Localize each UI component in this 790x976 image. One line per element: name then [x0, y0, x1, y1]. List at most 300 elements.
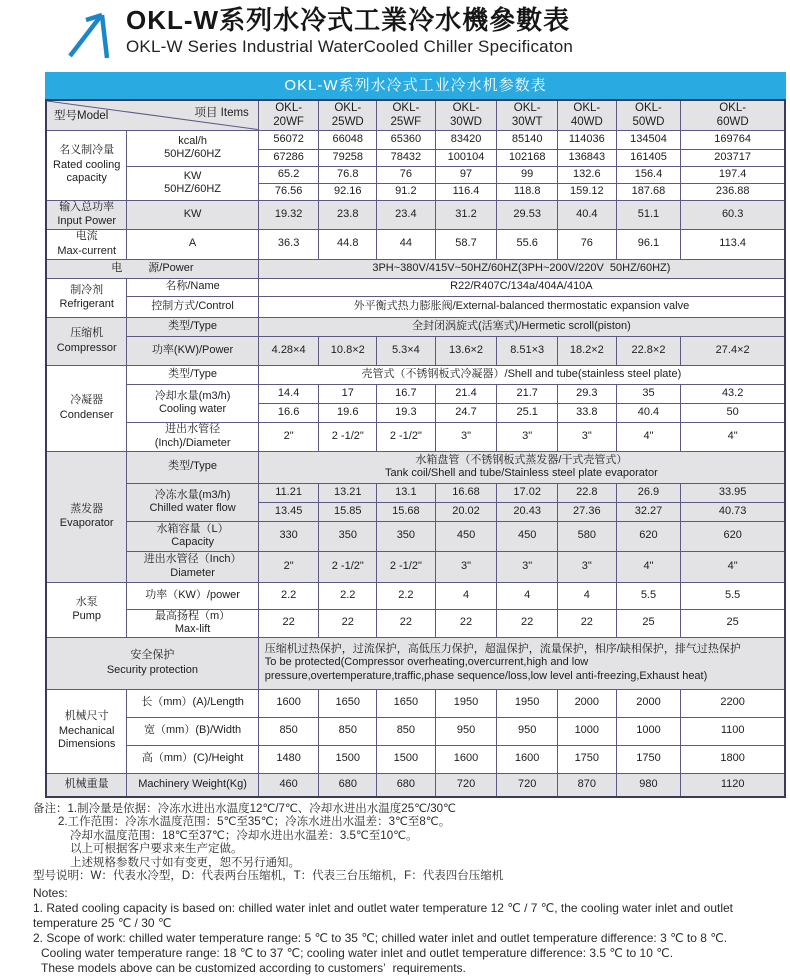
- corner-items-label: 项目 Items: [194, 106, 249, 119]
- group-label-en: Mechanical Dimensions: [57, 724, 116, 751]
- model-line2: 30WD: [450, 116, 482, 129]
- value-cell: 22.8×2: [616, 336, 681, 365]
- note-line: 冷却水温度范围：18℃至37℃；冷却水进出水温差：3.5℃至10℃。: [70, 829, 418, 842]
- model-line2: 60WD: [716, 116, 749, 129]
- item-line2: (Inch)/Diameter: [154, 436, 231, 449]
- group-label-en: Max-current: [57, 244, 117, 257]
- row-group-label: [46, 582, 127, 637]
- item-line2: 50HZ/60HZ: [164, 183, 222, 195]
- note-line: Cooling water temperature range: 18 ℃ to 37 ℃; cooling water inlet and outlet temperature difference: 3.5 ℃ to 10 ℃.: [41, 946, 674, 961]
- value-cell: 83420: [435, 130, 497, 149]
- value-cell: 950: [497, 717, 558, 745]
- value-cell: 1600: [258, 689, 319, 717]
- value-cell: 23.4: [377, 200, 436, 229]
- value-cell: 19.32: [258, 200, 319, 229]
- table-row: [46, 717, 785, 745]
- value-cell: 3": [435, 422, 497, 451]
- group-label-en: Evaporator: [59, 517, 114, 529]
- row-item-label: 高（mm）(C)/Height: [127, 745, 258, 773]
- value-cell: 450: [435, 521, 497, 551]
- model-line2: 40WD: [570, 116, 603, 129]
- value-cell: 236.88: [681, 183, 785, 200]
- note-line: These models above can be customized according to customers’ requirements.: [41, 961, 466, 976]
- table-row: [46, 365, 785, 384]
- value-cell: 19.6: [319, 403, 377, 422]
- model-line2: 25WD: [331, 116, 364, 129]
- value-cell: 720: [497, 773, 558, 797]
- value-cell: 132.6: [558, 166, 617, 183]
- value-cell: 40.4: [616, 403, 681, 422]
- item-line2: Max-lift: [174, 623, 211, 635]
- value-cell: 15.85: [319, 502, 377, 521]
- row-item-label: 功率（KW）/power: [127, 582, 258, 609]
- group-label-zh: 输入总功率: [59, 200, 115, 213]
- group-label-zh: 蒸发器: [70, 502, 104, 515]
- note-line: 型号说明：W：代表水冷型，D：代表两台压缩机，T：代表三台压缩机，F：代表四台压缩机: [33, 870, 504, 883]
- table-row: [46, 296, 785, 317]
- table-row: [46, 582, 785, 609]
- notes: [33, 803, 763, 976]
- value-cell: 44.8: [319, 229, 377, 259]
- value-cell: 4": [616, 422, 681, 451]
- value-cell: 65360: [377, 130, 436, 149]
- value-cell: 25: [616, 609, 681, 637]
- table-row: [46, 130, 785, 149]
- page-titles: [126, 4, 573, 58]
- table-row: [46, 745, 785, 773]
- row-group-label: [46, 229, 127, 259]
- value-cell: 29.3: [558, 384, 617, 403]
- value-cell: 2.2: [258, 582, 319, 609]
- value-cell: 65.2: [258, 166, 319, 183]
- row-item-label: 类型/Type: [127, 317, 258, 336]
- note-line: 备注：1.制冷量是依据：冷冻水进出水温度12℃/7℃、冷却水进出水温度25℃/30℃: [33, 803, 456, 815]
- value-cell: 1600: [497, 745, 558, 773]
- model-header: [558, 100, 617, 130]
- model-line2: 25WF: [390, 116, 422, 129]
- value-cell: 1650: [319, 689, 377, 717]
- model-line2: 20WF: [273, 116, 304, 129]
- row-item-label: 长（mm）(A)/Length: [127, 689, 258, 717]
- value-cell: 40.4: [558, 200, 617, 229]
- value-cell: 161405: [616, 149, 681, 166]
- table-row: [46, 317, 785, 336]
- value-cell: 50: [681, 403, 785, 422]
- value-cell: 2 -1/2": [377, 551, 436, 582]
- value-cell: 4": [681, 551, 785, 582]
- model-header: [435, 100, 497, 130]
- value-cell: 58.7: [435, 229, 497, 259]
- value-cell: 3": [558, 551, 617, 582]
- row-item-label: 宽（mm）(B)/Width: [127, 717, 258, 745]
- value-cell: 14.4: [258, 384, 319, 403]
- value-cell: 79258: [319, 149, 377, 166]
- value-cell: 22: [558, 609, 617, 637]
- value-cell: 1480: [258, 745, 319, 773]
- value-cell: 40.73: [681, 502, 785, 521]
- table-row: [46, 483, 785, 502]
- model-line1: OKL-: [452, 102, 480, 115]
- value-cell: 19.3: [377, 403, 436, 422]
- value-cell: 5.5: [681, 582, 785, 609]
- value-cell: 4": [681, 422, 785, 451]
- value-cell: 4: [497, 582, 558, 609]
- value-cell: 16.6: [258, 403, 319, 422]
- note-line: 上述规格参数尺寸如有变更，恕不另行通知。: [70, 856, 300, 869]
- evaporator-type-value: [258, 451, 785, 483]
- group-label-zh: 水泵: [75, 595, 98, 608]
- value-cell: 197.4: [681, 166, 785, 183]
- table-banner: OKL-W系列水冷式工业冷水机参数表: [45, 72, 786, 99]
- value-cell: 91.2: [377, 183, 436, 200]
- value-cell: 43.2: [681, 384, 785, 403]
- group-label-en: Rated cooling capacity: [53, 158, 121, 185]
- value-cell: 680: [377, 773, 436, 797]
- value-cell: 1750: [616, 745, 681, 773]
- refrigerant-name-value: R22/R407C/134a/404A/410A: [258, 278, 785, 296]
- weight-label-zh: 机械重量: [46, 773, 127, 797]
- row-group-label: [46, 689, 127, 773]
- value-cell: 2.2: [319, 582, 377, 609]
- table-row: [46, 166, 785, 183]
- table-header-row: [46, 100, 785, 130]
- value-cell: 22: [319, 609, 377, 637]
- value-cell: 22.8: [558, 483, 617, 502]
- value-cell: 620: [616, 521, 681, 551]
- group-label-zh: 名义制冷量: [59, 144, 115, 157]
- value-cell: 4: [558, 582, 617, 609]
- table-row: [46, 384, 785, 403]
- value-cell: 11.21: [258, 483, 319, 502]
- value-cell: 20.43: [497, 502, 558, 521]
- table-row: [46, 689, 785, 717]
- value-cell: 21.7: [497, 384, 558, 403]
- value-cell: 118.8: [497, 183, 558, 200]
- value-cell: 60.3: [681, 200, 785, 229]
- value-cell: 950: [435, 717, 497, 745]
- value-cell: 8.51×3: [497, 336, 558, 365]
- value-cell: 76: [377, 166, 436, 183]
- corner-cell: [46, 100, 258, 130]
- item-line1: 最高扬程（m）: [155, 609, 231, 622]
- security-label: [46, 637, 258, 689]
- value-cell: 203717: [681, 149, 785, 166]
- model-header: [377, 100, 436, 130]
- item-line2: 50HZ/60HZ: [164, 148, 222, 160]
- value-cell: 3": [497, 551, 558, 582]
- row-group-label: [46, 317, 127, 365]
- row-item-label: [127, 130, 258, 166]
- arrow-up-right-icon: [64, 6, 116, 62]
- value-cell: 13.45: [258, 502, 319, 521]
- value-cell: 85140: [497, 130, 558, 149]
- group-label-zh: 电流: [75, 230, 98, 243]
- note-line: 1. Rated cooling capacity is based on: chilled water inlet and outlet water temperature 12 ℃ / 7 ℃, the cooling water inlet and outlet temperature 25 ℃ / 30 ℃: [33, 901, 734, 931]
- value-cell: 17.02: [497, 483, 558, 502]
- value-cell: 870: [558, 773, 617, 797]
- value-cell: 25.1: [497, 403, 558, 422]
- value-cell: 5.5: [616, 582, 681, 609]
- table-row: [46, 422, 785, 451]
- value-cell: 10.8×2: [319, 336, 377, 365]
- model-header: [681, 100, 785, 130]
- item-line1: 冷冻水量(m3/h): [154, 488, 231, 501]
- note-line: 以上可根据客户要求来生产定做。: [70, 843, 243, 856]
- group-label-en: Security protection: [106, 663, 198, 676]
- table-row: [46, 336, 785, 365]
- model-header: [616, 100, 681, 130]
- row-item-label: 类型/Type: [127, 365, 258, 384]
- model-line1: OKL-: [275, 102, 303, 115]
- value-cell: 159.12: [558, 183, 617, 200]
- page-subtitle: OKL-W Series Industrial WaterCooled Chiller Specificaton: [126, 37, 574, 56]
- value-cell: 1000: [616, 717, 681, 745]
- row-item-label: A: [127, 229, 258, 259]
- value-cell: 2 -1/2": [319, 551, 377, 582]
- security-value: [258, 637, 785, 689]
- value-cell: 187.68: [616, 183, 681, 200]
- row-item-label: [127, 609, 258, 637]
- value-cell: 620: [681, 521, 785, 551]
- value-cell: 450: [497, 521, 558, 551]
- value-cell: 1950: [497, 689, 558, 717]
- condenser-type-value: 壳管式（不锈钢板式冷凝器）/Shell and tube(stainless steel plate): [258, 365, 785, 384]
- value-cell: 156.4: [616, 166, 681, 183]
- item-line2: Chilled water flow: [149, 502, 236, 514]
- item-line1: 水箱容量（L）: [156, 522, 229, 535]
- value-cell: 2 -1/2": [319, 422, 377, 451]
- value-cell: 13.21: [319, 483, 377, 502]
- value-cell: 97: [435, 166, 497, 183]
- value-cell: 350: [319, 521, 377, 551]
- table-row: [46, 278, 785, 296]
- value-cell: 1750: [558, 745, 617, 773]
- value-cell: 1100: [681, 717, 785, 745]
- note-line: 2. Scope of work: chilled water temperature range: 5 ℃ to 35 ℃; chilled water inlet and outlet temperature difference: 3 ℃ to 8 ℃.: [33, 931, 728, 946]
- value-cell: 99: [497, 166, 558, 183]
- table-row: [46, 229, 785, 259]
- item-line1: KW: [183, 169, 202, 182]
- value-cell: 13.1: [377, 483, 436, 502]
- value-cell: 3": [558, 422, 617, 451]
- row-item-label: [127, 551, 258, 582]
- value-cell: 33.8: [558, 403, 617, 422]
- value-cell: 100104: [435, 149, 497, 166]
- power-source-en: 源/Power: [148, 261, 194, 274]
- value-cell: 17: [319, 384, 377, 403]
- value-cell: 25: [681, 609, 785, 637]
- page-title: OKL-W系列水冷式工業冷水機參數表: [126, 5, 571, 35]
- value-cell: 1800: [681, 745, 785, 773]
- table-row: [46, 773, 785, 797]
- model-line1: OKL-: [635, 102, 662, 115]
- value-cell: 26.9: [616, 483, 681, 502]
- value-cell: 92.16: [319, 183, 377, 200]
- model-line1: OKL-: [513, 102, 541, 115]
- group-label-zh: 压缩机: [70, 327, 104, 340]
- group-label-en: Condenser: [59, 408, 114, 421]
- row-group-label: [46, 130, 127, 200]
- table-row: [46, 637, 785, 689]
- value-cell: 2": [258, 551, 319, 582]
- value-cell: 15.68: [377, 502, 436, 521]
- value-cell: 330: [258, 521, 319, 551]
- model-header: [319, 100, 377, 130]
- group-label-zh: 制冷剂: [70, 283, 104, 296]
- compressor-type-value: 全封闭涡旋式(活塞式)/Hermetic scroll(piston): [258, 317, 785, 336]
- security-text-zh: 压缩机过热保护，过流保护，高低压力保护，超温保护，流量保护，相序/缺相保护，排气过热保护: [264, 642, 741, 655]
- row-group-label: [46, 200, 127, 229]
- value-cell: 1950: [435, 689, 497, 717]
- value-cell: 1000: [558, 717, 617, 745]
- group-label-zh: 冷凝器: [70, 394, 104, 407]
- value-cell: 16.68: [435, 483, 497, 502]
- value-cell: 350: [377, 521, 436, 551]
- value-cell: 4.28×4: [258, 336, 319, 365]
- model-line1: OKL-: [392, 102, 420, 115]
- value-cell: 580: [558, 521, 617, 551]
- value-cell: 23.8: [319, 200, 377, 229]
- value-cell: 35: [616, 384, 681, 403]
- value-cell: 1500: [377, 745, 436, 773]
- value-cell: 850: [377, 717, 436, 745]
- model-header: [497, 100, 558, 130]
- value-cell: 29.53: [497, 200, 558, 229]
- value-cell: 2000: [558, 689, 617, 717]
- row-item-label: 功率(KW)/Power: [127, 336, 258, 365]
- item-line1: 冷却水量(m3/h): [154, 389, 231, 402]
- model-line1: OKL-: [573, 102, 601, 115]
- security-text-en: To be protected(Compressor overheating,overcurrent,high and low pressure,overtemperature,traffic,phase sequence/loss,low level anti-freezing,Exhaust heat): [264, 656, 708, 682]
- value-cell: 113.4: [681, 229, 785, 259]
- value-cell: 2.2: [377, 582, 436, 609]
- row-item-label: [127, 521, 258, 551]
- table-row: [46, 200, 785, 229]
- item-line2: Diameter: [170, 566, 215, 579]
- group-label-zh: 安全保护: [130, 649, 175, 662]
- value-cell: 2": [258, 422, 319, 451]
- row-item-label: 类型/Type: [127, 451, 258, 483]
- value-cell: 980: [616, 773, 681, 797]
- row-item-label: 控制方式/Control: [127, 296, 258, 317]
- evap-type-en: Tank coil/Shell and tube/Stainless steel plate evaporator: [385, 467, 658, 479]
- value-cell: 76: [558, 229, 617, 259]
- value-cell: 2 -1/2": [377, 422, 436, 451]
- spec-table: [45, 99, 786, 798]
- row-item-label: [127, 166, 258, 200]
- value-cell: 36.3: [258, 229, 319, 259]
- value-cell: 31.2: [435, 200, 497, 229]
- value-cell: 18.2×2: [558, 336, 617, 365]
- value-cell: 78432: [377, 149, 436, 166]
- power-source-label: [46, 259, 258, 278]
- value-cell: 114036: [558, 130, 617, 149]
- value-cell: 51.1: [616, 200, 681, 229]
- value-cell: 20.02: [435, 502, 497, 521]
- power-source-value: 3PH~380V/415V~50HZ/60HZ(3PH~200V/220V 50HZ/60HZ): [258, 259, 785, 278]
- item-line2: Cooling water: [158, 403, 227, 415]
- value-cell: 4: [435, 582, 497, 609]
- value-cell: 3": [435, 551, 497, 582]
- row-item-label: [127, 483, 258, 521]
- row-item-label: 名称/Name: [127, 278, 258, 296]
- value-cell: 16.7: [377, 384, 436, 403]
- value-cell: 67286: [258, 149, 319, 166]
- value-cell: 1650: [377, 689, 436, 717]
- item-line1: kcal/h: [178, 134, 207, 147]
- value-cell: 116.4: [435, 183, 497, 200]
- value-cell: 2000: [616, 689, 681, 717]
- item-line1: 进出水管径: [165, 423, 221, 436]
- group-label-en: Refrigerant: [59, 298, 114, 310]
- value-cell: 134504: [616, 130, 681, 149]
- value-cell: 2200: [681, 689, 785, 717]
- value-cell: 1120: [681, 773, 785, 797]
- power-source-zh: 电: [111, 261, 123, 274]
- model-line2: 50WD: [632, 116, 665, 129]
- value-cell: 22: [435, 609, 497, 637]
- value-cell: 136843: [558, 149, 617, 166]
- group-label-zh: 机械尺寸: [64, 710, 109, 723]
- value-cell: 76.56: [258, 183, 319, 200]
- value-cell: 33.95: [681, 483, 785, 502]
- value-cell: 22: [258, 609, 319, 637]
- weight-label-en: Machinery Weight(Kg): [127, 773, 258, 797]
- item-line2: Capacity: [171, 536, 214, 548]
- row-item-label: [127, 422, 258, 451]
- value-cell: 55.6: [497, 229, 558, 259]
- value-cell: 96.1: [616, 229, 681, 259]
- group-label-en: Pump: [72, 610, 102, 622]
- spec-sheet: [45, 72, 786, 798]
- value-cell: 5.3×4: [377, 336, 436, 365]
- model-line1: OKL-: [334, 102, 362, 115]
- value-cell: 44: [377, 229, 436, 259]
- value-cell: 56072: [258, 130, 319, 149]
- item-line1: 进出水管径（Inch）: [143, 553, 242, 566]
- note-line: Notes:: [33, 886, 68, 901]
- page-header: [0, 0, 790, 64]
- value-cell: 460: [258, 773, 319, 797]
- table-row: [46, 551, 785, 582]
- corner-model-label: 型号Model: [54, 109, 109, 122]
- value-cell: 169764: [681, 130, 785, 149]
- evap-type-zh: 水箱盘管（不锈钢板式蒸发器/干式壳管式）: [415, 453, 628, 466]
- table-row: [46, 609, 785, 637]
- value-cell: 22: [377, 609, 436, 637]
- value-cell: 1500: [319, 745, 377, 773]
- value-cell: 850: [319, 717, 377, 745]
- model-line1: OKL-: [719, 102, 747, 115]
- value-cell: 850: [258, 717, 319, 745]
- value-cell: 680: [319, 773, 377, 797]
- value-cell: 24.7: [435, 403, 497, 422]
- value-cell: 27.4×2: [681, 336, 785, 365]
- value-cell: 21.4: [435, 384, 497, 403]
- value-cell: 13.6×2: [435, 336, 497, 365]
- model-line2: 30WT: [511, 116, 543, 129]
- row-group-label: [46, 278, 127, 317]
- value-cell: 66048: [319, 130, 377, 149]
- row-group-label: [46, 365, 127, 451]
- note-line: 2.工作范围：冷冻水温度范围：5℃至35℃；冷冻水进出水温差：3℃至8℃。: [58, 816, 451, 829]
- row-item-label: [127, 384, 258, 422]
- value-cell: 22: [497, 609, 558, 637]
- value-cell: 1600: [435, 745, 497, 773]
- value-cell: 102168: [497, 149, 558, 166]
- row-item-label: KW: [127, 200, 258, 229]
- table-row: [46, 259, 785, 278]
